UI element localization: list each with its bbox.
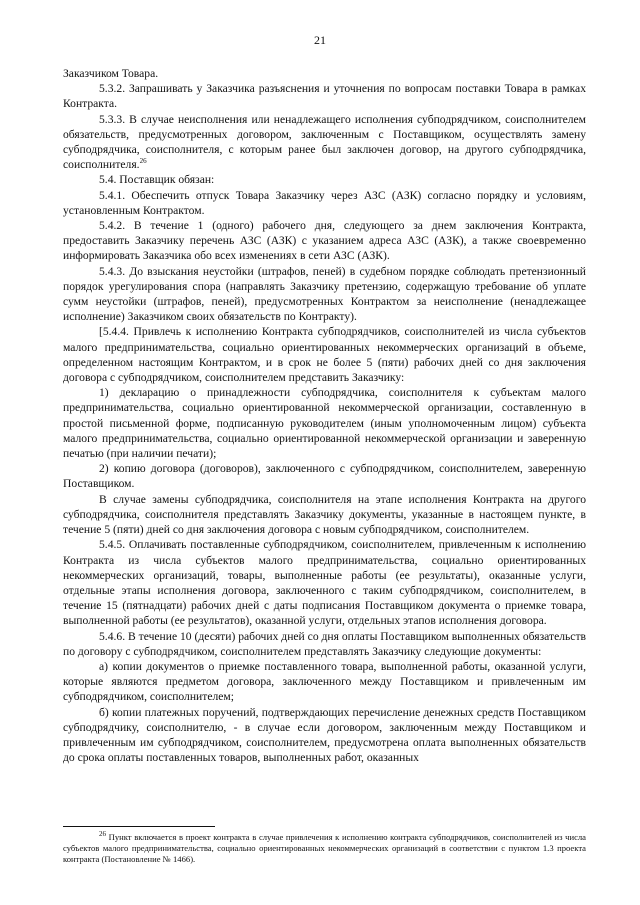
paragraph: 5.4. Поставщик обязан: <box>99 173 215 187</box>
list-item: 2) копию договора (договоров), заключенного с субподрядчиком, соисполнителем, заверенную Поставщиком. <box>63 462 586 491</box>
paragraph-with-footnote <box>63 112 586 173</box>
list-item: а) копии документов о приемке поставленного товара, выполненной работы, оказанной услуги, которые являются предметом договора, заключенного между Поставщиком и привлеченным им субподрядчиком, соисполнителем; <box>63 659 586 704</box>
page-number: 21 <box>314 33 326 47</box>
paragraph: 5.4.2. В течение 1 (одного) рабочего дня, следующего за днем заключения Контракта, предоставить Заказчику перечень АЗС (АЗК) с указанием адреса АЗС (АЗК), а также своевременно информировать Заказчика обо всех изменениях в сети АЗС (АЗК). <box>63 219 586 263</box>
paragraph-text: 5.3.3. В случае неисполнения или ненадлежащего исполнения субподрядчиком, соисполнителем обязательств, предусмотренных договором, заключенным с Поставщиком, осуществлять замену субподрядчика, соисполнителя, с которым ранее был заключен договор, на другого субподрядчика, соисполнителя. <box>63 112 586 172</box>
paragraph: 5.4.5. Оплачивать поставленные субподрядчиком, соисполнителем, привлеченным к исполнению Контракта из числа субъектов малого предпринимательства, социально ориентированных некоммерческих организаций, товары, выполненные работы (ее результаты), оказанные услуги, отдельные этапы исполнения договора, заключенного с таким субподрядчиком, соисполнителем, в течение 15 (пятнадцати) рабочих дней с даты подписания Поставщиком документа о приемке товара, выполненной работы (ее результатов), оказанной услуги, отдельных этапов исполнения договора. <box>63 538 586 628</box>
paragraph: 5.4.6. В течение 10 (десяти) рабочих дней со дня оплаты Поставщиком выполненных обязательств по договору с субподрядчиком, соисполнителем представлять Заказчику следующие документы: <box>63 629 586 658</box>
footnote-separator <box>63 826 215 827</box>
paragraph: 5.3.2. Запрашивать у Заказчика разъяснения и уточнения по вопросам поставки Товара в рамках Контракта. <box>63 82 586 111</box>
footnote <box>63 832 586 866</box>
list-item: б) копии платежных поручений, подтверждающих перечисление денежных средств Поставщиком субподрядчику, соисполнителю, - в случае если договором, заключенным между Поставщиком и привлеченным им субподрядчиком, соисполнителем, предусмотрена оплата выполненных обязательств до срока оплаты поставленных товаров, выполненных работ, оказанных <box>63 705 586 765</box>
footnote-reference[interactable]: 26 <box>139 157 147 166</box>
footnote-marker: 26 <box>99 830 106 839</box>
paragraph: 5.4.1. Обеспечить отпуск Товара Заказчику через АЗС (АЗК) согласно порядку и условиям, установленным Контрактом. <box>63 188 586 217</box>
paragraph: Заказчиком Товара. <box>63 67 159 80</box>
list-item: 1) декларацию о принадлежности субподрядчика, соисполнителя к субъектам малого предпринимательства, социально ориентированной некоммерческой организации, составленную в простой письменной форме, подписанную руководителем (иным уполномоченным лицом) субъекта малого предпринимательства, социально ориентированной некоммерческой организации и заверенную печатью (при наличии печати); <box>63 386 586 461</box>
footnote-text <box>63 832 586 866</box>
paragraph: 5.4.3. До взыскания неустойки (штрафов, пеней) в судебном порядке соблюдать претензионный порядок урегулирования спора (направлять Заказчику претензию, содержащую требование об уплате сумм неустойки (штрафов, пеней), предусмотренных Контрактом за неисполнение (ненадлежащее исполнение) Заказчиком своих обязательств по Контракту). <box>63 264 586 324</box>
footnote-body: Пункт включается в проект контракта в случае привлечения к исполнению контракта субподрядчиков, соисполнителей из числа субъектов малого предпринимательства, социально ориентированных некоммерческих организаций в соответствии с пунктом 1.3 проекта контракта (Постановление № 1466). <box>63 832 586 865</box>
paragraph: В случае замены субподрядчика, соисполнителя на этапе исполнения Контракта на другого субподрядчика, соисполнителя представлять Заказчику документы, указанные в настоящем пункте, в течение 5 (пяти) дней со дня заключения договора с новым субподрядчиком, соисполнителем. <box>63 492 586 537</box>
paragraph: [5.4.4. Привлечь к исполнению Контракта субподрядчиков, соисполнителей из числа субъектов малого предпринимательства, социально ориентированных некоммерческих организаций в объеме, определенном настоящим Контрактом, и в срок не более 5 (пяти) рабочих дней со дня заключения договора с субподрядчиком, соисполнителем представить Заказчику: <box>63 325 586 385</box>
document-body <box>63 66 586 765</box>
